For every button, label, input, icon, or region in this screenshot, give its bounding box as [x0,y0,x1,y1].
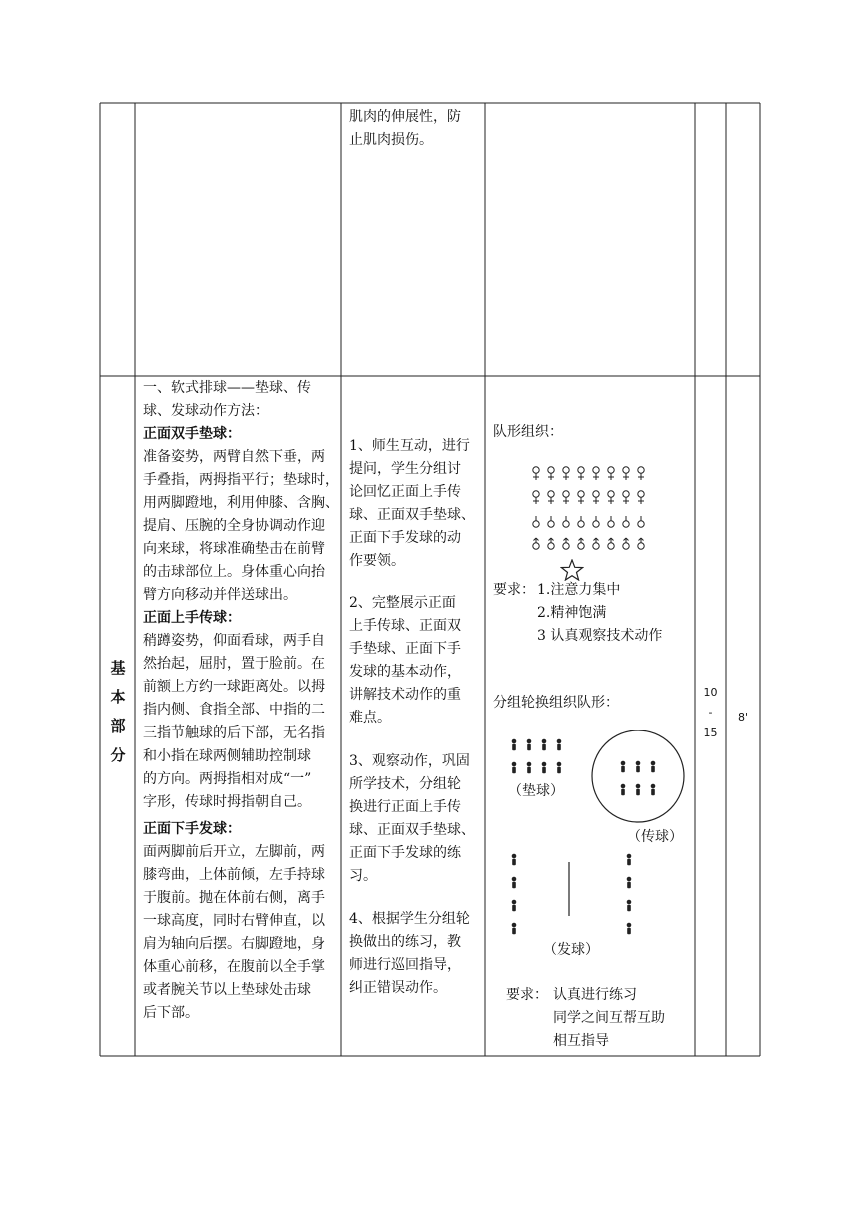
person-icon [651,784,656,796]
content-column [143,377,339,1025]
female-figure-icon [608,491,614,504]
teacher-line: 作要领。 [349,553,405,569]
teacher-line: 球、正面双手垫球、 [349,822,475,838]
set-line: 三指节触球的后下部，无名指 [143,725,325,741]
person-icon [636,784,641,796]
teacher-line: 4、根据学生分组轮 [349,911,470,927]
female-figure-icon [593,467,599,480]
dig-line: 的击球部位上。身体重心向抬 [143,564,325,580]
person-icon [627,900,632,912]
serve-line: 后下部。 [143,1005,199,1021]
male-figure-row [533,538,644,549]
male-figure-icon [623,516,629,527]
person-icon [621,784,626,796]
person-icon [512,739,517,751]
row1-content-cont [349,106,483,152]
text-line: 止肌肉损伤。 [349,132,433,148]
set-line: 前额上方约一球距离处。以拇 [143,679,325,695]
requirement-item: 2.精神饱满 [537,605,607,621]
set-line: 指内侧、食指全部、中指的二 [143,702,325,718]
person-icon [557,762,562,774]
intro-line: 一、软式排球——垫球、传 [143,380,311,396]
rotation-label: 分组轮换组织队形： [493,695,619,711]
dig-group-figures [512,739,562,774]
teacher-p4 [349,908,483,1000]
female-figure-icon [548,491,554,504]
person-icon [527,739,532,751]
teacher-line: 1、师生互动，进行 [349,438,470,454]
female-figure-row [533,491,644,504]
teacher-line: 讲解技术动作的重 [349,687,461,703]
count-cell [695,686,726,740]
male-figure-icon [623,538,629,549]
male-figure-icon [563,516,569,527]
teacher-line: 难点。 [349,710,391,726]
time-value: 8' [737,711,749,724]
formation-label: 队形组织： [493,424,563,440]
star-icon [560,559,584,581]
male-figure-icon [548,538,554,549]
dig-line: 用两脚蹬地，利用伸膝、含胸、 [143,495,339,511]
person-icon [636,761,641,773]
set-group-figures [621,761,656,796]
male-figure-icon [533,538,539,549]
person-icon [512,762,517,774]
dig-group-label: （垫球） [508,783,564,799]
requirement2-list [553,984,693,1053]
female-figure-icon [578,467,584,480]
section-char: 基 [110,659,126,677]
person-icon [512,900,517,912]
teacher-p1 [349,435,483,573]
person-icon [627,854,632,866]
male-figure-icon [563,538,569,549]
dig-line: 提肩、压腕的全身协调动作迎 [143,518,325,534]
formation-diagram [528,463,652,553]
female-figure-row [533,467,644,480]
female-figure-icon [578,491,584,504]
set-line: 和小指在球两侧辅助控制球 [143,748,311,764]
serve-line: 体重心前移，在腹前以全手掌 [143,959,325,975]
person-icon [627,877,632,889]
dig-title: 正面双手垫球： [143,426,241,442]
female-figure-icon [638,467,644,480]
set-line: 字形，传球时拇指朝自己。 [143,794,311,810]
set-line: 的方向。两拇指相对成“一” [143,771,312,787]
requirement-list [537,579,693,648]
teacher-line: 提问，学生分组讨 [349,461,461,477]
female-figure-icon [638,491,644,504]
person-icon [621,761,626,773]
male-figure-icon [533,516,539,527]
serve-group-label: （发球） [543,942,599,958]
section-char: 本 [110,688,126,706]
person-icon [651,761,656,773]
female-figure-icon [623,491,629,504]
teacher-line: 正面下手发球的练 [349,845,461,861]
serve-line: 膝弯曲，上体前倾，左手持球 [143,867,325,883]
teacher-line: 手垫球、正面下手 [349,641,461,657]
teacher-p3 [349,750,483,888]
dig-line: 向来球，将球准确垫击在前臂 [143,541,325,557]
teacher-line: 3、观察动作，巩固 [349,753,470,769]
count-value: 15 [703,726,718,739]
serve-line: 面两脚前后开立，左脚前，两 [143,844,325,860]
section-char: 分 [110,746,126,764]
male-figure-icon [638,516,644,527]
female-figure-icon [548,467,554,480]
teacher-line: 习。 [349,868,377,884]
serve-line: 肩为轴向后摆。右脚蹬地，身 [143,936,325,952]
serve-line: 一球高度，同时右臂伸直，以 [143,913,325,929]
dig-line: 手叠指，两拇指平行；垫球时， [143,472,339,488]
female-figure-icon [563,491,569,504]
male-figure-icon [608,516,614,527]
teacher-line: 发球的基本动作， [349,664,461,680]
person-icon [542,762,547,774]
person-icon [527,762,532,774]
person-icon [542,739,547,751]
person-icon [512,854,517,866]
dig-line: 准备姿势，两臂自然下垂，两 [143,449,325,465]
section-char: 部 [110,717,126,735]
set-line: 然抬起，屈肘，置于脸前。在 [143,656,325,672]
teacher-line: 换做出的练习，教 [349,934,461,950]
male-figure-icon [593,516,599,527]
serve-line: 于腹前。抛在体前右侧，离手 [143,890,325,906]
dig-line: 臂方向移动并伴送球出。 [143,587,297,603]
female-figure-icon [593,491,599,504]
teacher-line: 球、正面双手垫球、 [349,507,475,523]
set-line: 稍蹲姿势，仰面看球，两手自 [143,633,325,649]
male-figure-row [533,516,644,527]
requirement-label: 要求： [493,582,535,598]
text-line: 肌肉的伸展性，防 [349,109,461,125]
male-figure-icon [578,516,584,527]
male-figure-icon [608,538,614,549]
set-title: 正面上手传球： [143,610,241,626]
male-figure-icon [638,538,644,549]
teacher-line: 换进行正面上手传 [349,799,461,815]
set-circle [592,730,684,822]
serve-group-figures [512,854,632,935]
count-value: - [708,706,713,719]
female-figure-icon [608,467,614,480]
teacher-line: 纠正错误动作。 [349,980,447,996]
female-figure-icon [533,491,539,504]
male-figure-icon [548,516,554,527]
teacher-p2 [349,592,483,730]
teacher-line: 2、完整展示正面 [349,595,456,611]
female-figure-icon [563,467,569,480]
teacher-line: 师进行巡回指导， [349,957,461,973]
person-icon [512,923,517,935]
count-value: 10 [703,686,718,699]
serve-line: 或者腕关节以上垫球处击球 [143,982,311,998]
requirement-item: 1.注意力集中 [537,582,621,598]
serve-title: 正面下手发球： [143,821,241,837]
person-icon [627,923,632,935]
teacher-line: 所学技术，分组轮 [349,776,461,792]
male-figure-icon [578,538,584,549]
intro-line: 球、发球动作方法： [143,403,269,419]
person-icon [557,739,562,751]
teacher-line: 上手传球、正面双 [349,618,461,634]
female-figure-icon [623,467,629,480]
male-figure-icon [593,538,599,549]
requirement-item: 3 认真观察技术动作 [537,628,663,644]
female-figure-icon [533,467,539,480]
person-icon [512,877,517,889]
requirement2-item: 同学之间互帮互助 [553,1010,665,1026]
teacher-line: 论回忆正面上手传 [349,484,461,500]
set-group-label: （传球） [627,829,683,845]
requirement2-label: 要求： [506,987,548,1003]
teacher-line: 正面下手发球的动 [349,530,461,546]
requirement2-item: 认真进行练习 [553,987,637,1003]
requirement2-item: 相互指导 [553,1033,609,1049]
